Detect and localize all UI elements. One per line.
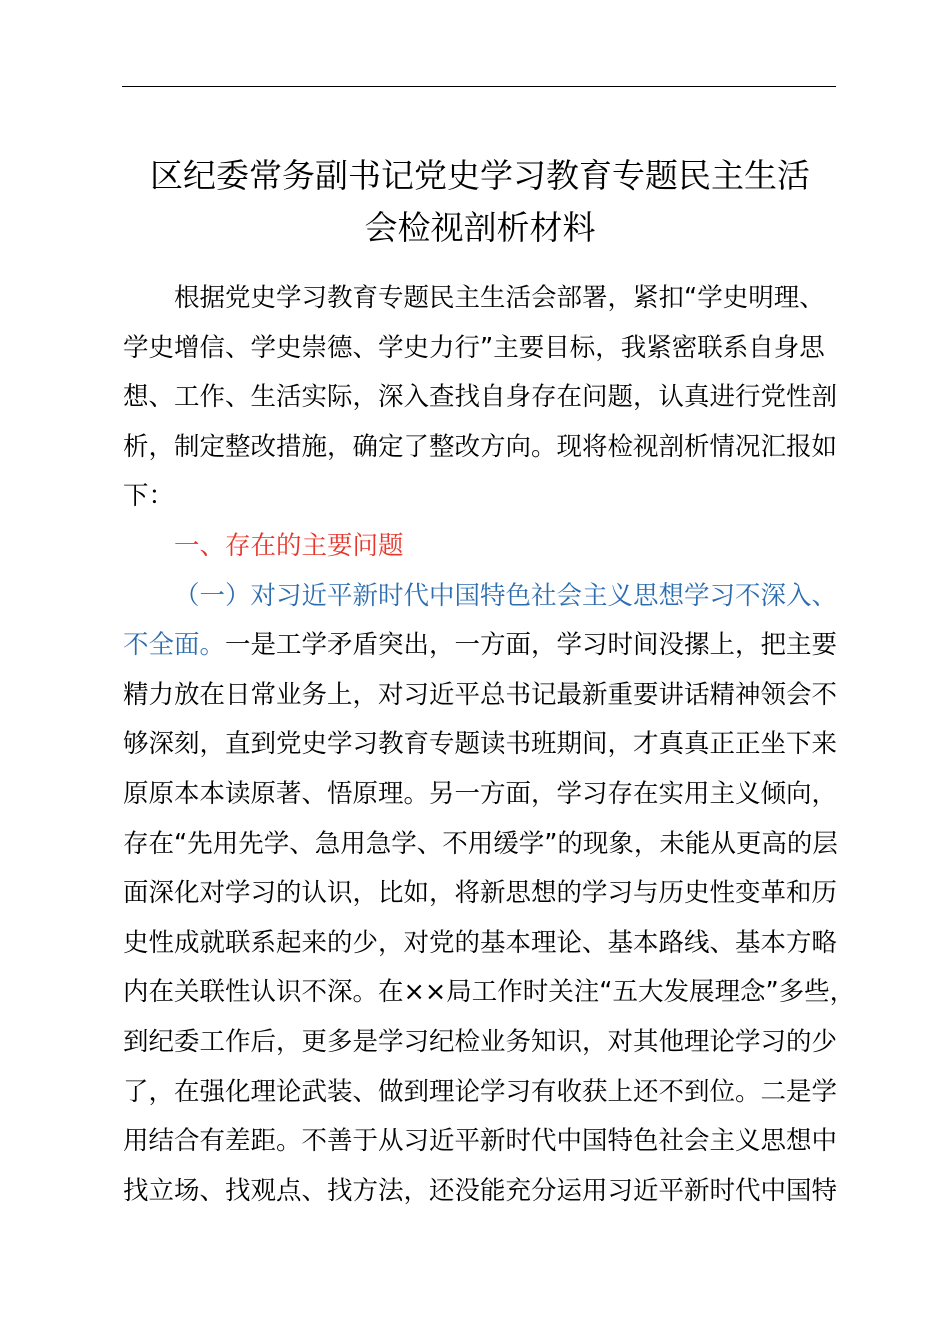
intro-line: 学史增信、学史崇德、学史力行”主要目标，我紧密联系自身思 bbox=[123, 332, 825, 363]
body-line: 史性成就联系起来的少，对党的基本理论、基本路线、基本方略 bbox=[123, 927, 838, 958]
body-line: 找立场、找观点、找方法，还没能充分运用习近平新时代中国特 bbox=[123, 1175, 838, 1206]
subheading-continuation bbox=[123, 621, 843, 671]
body-line: 存在“先用先学、急用急学、不用缓学”的现象，未能从更高的层 bbox=[123, 828, 838, 859]
subheading-tail: 不全面。 bbox=[123, 630, 226, 661]
document-title bbox=[110, 150, 850, 254]
intro-line: 析，制定整改措施，确定了整改方向。现将检视剖析情况汇报如 bbox=[123, 431, 838, 462]
body-line: 了，在强化理论武装、做到理论学习有收获上还不到位。二是学 bbox=[123, 1076, 838, 1107]
body-line: 面深化对学习的认识，比如，将新思想的学习与历史性变革和历 bbox=[123, 878, 838, 909]
body-line: 原原本本读原著、悟原理。另一方面，学习存在实用主义倾向， bbox=[123, 778, 838, 809]
body-line: 够深刻，直到党史学习教育专题读书班期间，才真真正正坐下来 bbox=[123, 729, 838, 760]
intro-line: 下： bbox=[123, 481, 175, 512]
body-line: 精力放在日常业务上，对习近平总书记最新重要讲话精神领会不 bbox=[123, 679, 838, 710]
body-line: 到纪委工作后，更多是学习纪检业务知识，对其他理论学习的少 bbox=[123, 1026, 838, 1057]
body-text-start: 一是工学矛盾突出，一方面，学习时间没摞上，把主要 bbox=[225, 630, 838, 661]
header-rule bbox=[122, 86, 836, 87]
title-line-1: 区纪委常务副书记党史学习教育专题民主生活 bbox=[150, 156, 810, 195]
body-line: 用结合有差距。不善于从习近平新时代中国特色社会主义思想中 bbox=[123, 1126, 838, 1157]
document-body bbox=[123, 274, 856, 1216]
title-line-2: 会检视剖析材料 bbox=[364, 208, 596, 247]
subheading-line: （一）对习近平新时代中国特色社会主义思想学习不深入、 bbox=[174, 580, 838, 611]
intro-line: 想、工作、生活实际，深入查找自身存在问题，认真进行党性剖 bbox=[123, 382, 838, 413]
section-heading: 一、存在的主要问题 bbox=[174, 530, 404, 561]
body-line: 内在关联性认识不深。在××局工作时关注“五大发展理念”多些， bbox=[123, 977, 856, 1008]
intro-line: 根据党史学习教育专题民主生活会部署，紧扣“学史明理、 bbox=[174, 283, 825, 313]
